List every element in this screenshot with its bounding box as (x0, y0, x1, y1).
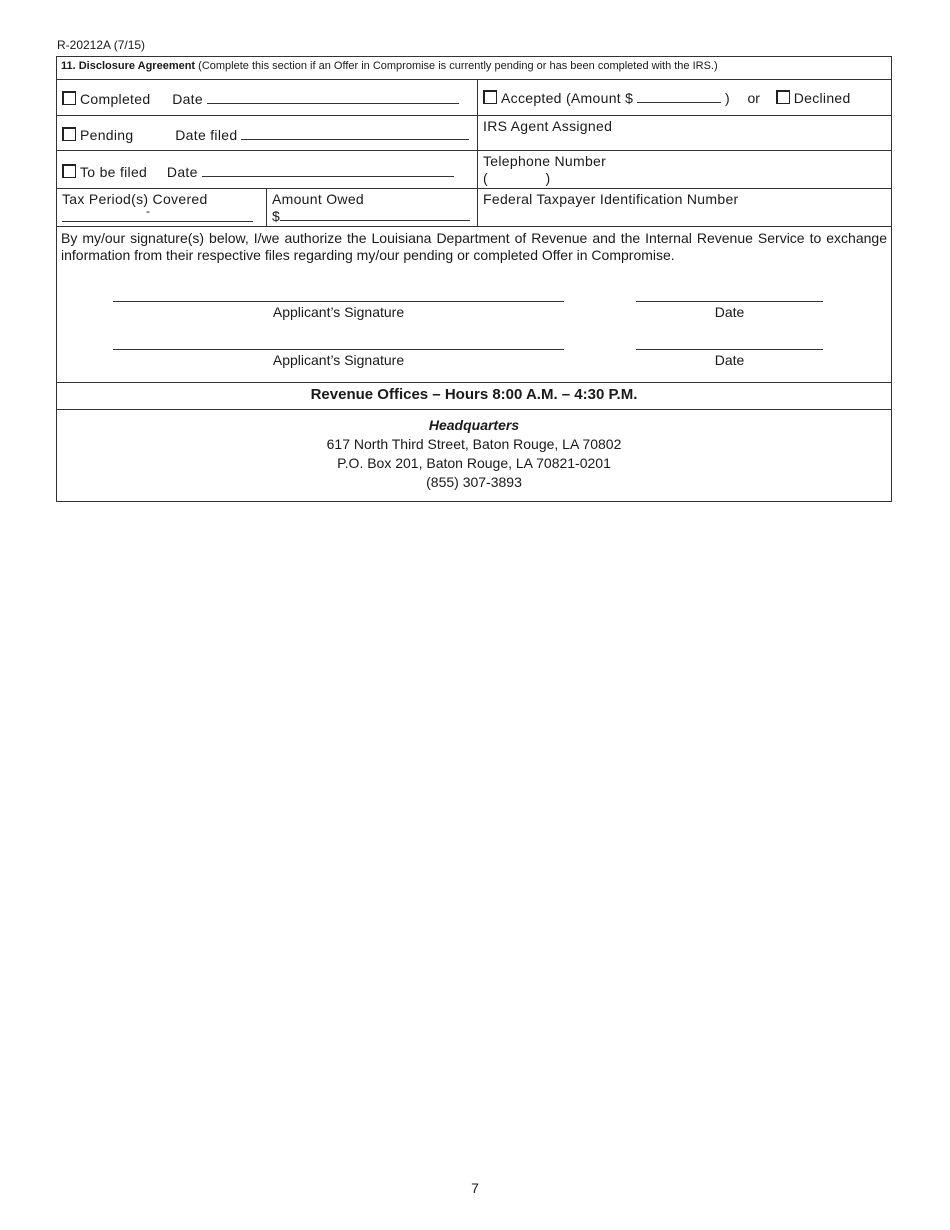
completed-checkbox[interactable] (62, 91, 76, 105)
accepted-checkbox[interactable] (483, 90, 497, 104)
to-be-filed-row (57, 151, 891, 189)
pending-row (57, 116, 891, 151)
applicant-signature-line-2[interactable] (113, 349, 564, 350)
fein-label: Federal Taxpayer Identification Number (483, 191, 739, 207)
offices-title: Revenue Offices – Hours 8:00 A.M. – 4:30 P.M. (310, 386, 638, 403)
tax-period-line (62, 207, 253, 222)
disclosure-agreement-form (56, 56, 892, 502)
applicant-signature-line-1[interactable] (113, 301, 564, 302)
hq-po-box: P.O. Box 201, Baton Rouge, LA 70821-0201 (337, 455, 611, 471)
declined-checkbox[interactable] (776, 90, 790, 104)
or-text: or (747, 90, 760, 106)
section-header-row (57, 57, 891, 80)
applicant-signature-label-2: Applicant’s Signature (272, 352, 405, 368)
section-title: 11. Disclosure Agreement (61, 60, 196, 72)
completed-date-label: Date (172, 91, 203, 107)
form-id: R-20212A (7/15) (57, 38, 146, 52)
accepted-amount-field[interactable] (637, 88, 721, 103)
accepted-label: Accepted (Amount $ (501, 90, 634, 106)
hq-street: 617 North Third Street, Baton Rouge, LA 70802 (326, 436, 622, 452)
pending-label: Pending (80, 127, 134, 143)
telephone-label: Telephone Number (483, 153, 607, 169)
to-be-filed-label: To be filed (80, 164, 148, 180)
accepted-close-paren: ) (725, 90, 730, 106)
completed-row (57, 80, 891, 116)
amount-owed-field[interactable] (267, 189, 478, 226)
authorization-text: By my/our signature(s) below, I/we authorize the Louisiana Department of Revenue and the Internal Revenue Service to exchange information from their respective files regarding my/our pending or completed Offer in Compromise. (61, 230, 887, 263)
declined-label: Declined (793, 90, 851, 106)
completed-date-field[interactable] (207, 89, 459, 104)
telephone-close-paren: ) (545, 170, 551, 186)
amount-owed-prefix: $ (272, 208, 280, 224)
tax-period-field[interactable] (57, 189, 267, 226)
signature-date-label-2: Date (714, 352, 745, 368)
fein-field[interactable] (478, 189, 891, 226)
pending-date-label: Date filed (175, 127, 238, 143)
to-be-filed-date-field[interactable] (202, 162, 454, 177)
offices-title-row (57, 383, 891, 410)
hq-title: Headquarters (428, 417, 520, 433)
signature-date-label-1: Date (714, 304, 745, 320)
telephone-field[interactable] (478, 151, 891, 188)
signature-date-line-2[interactable] (636, 349, 823, 350)
tax-period-dash: - (146, 204, 150, 218)
section-instruction: (Complete this section if an Offer in Compromise is currently pending or has been completed with the IRS.) (198, 60, 718, 72)
headquarters-block (57, 410, 891, 501)
signature-date-line-1[interactable] (636, 301, 823, 302)
irs-agent-label: IRS Agent Assigned (483, 118, 613, 134)
tax-period-label: Tax Period(s) Covered (62, 191, 208, 207)
to-be-filed-date-label: Date (166, 164, 198, 180)
authorization-block (57, 227, 891, 383)
telephone-open-paren: ( (483, 170, 488, 186)
pending-date-field[interactable] (241, 125, 469, 140)
applicant-signature-label-1: Applicant’s Signature (272, 304, 405, 320)
page-number: 7 (471, 1180, 479, 1196)
irs-agent-field[interactable] (478, 116, 891, 150)
completed-label: Completed (80, 91, 151, 107)
pending-checkbox[interactable] (62, 127, 76, 141)
hq-phone: (855) 307-3893 (426, 474, 522, 490)
tax-period-row (57, 189, 891, 227)
to-be-filed-checkbox[interactable] (62, 164, 76, 178)
amount-owed-line (280, 207, 470, 221)
amount-owed-label: Amount Owed (272, 191, 365, 207)
